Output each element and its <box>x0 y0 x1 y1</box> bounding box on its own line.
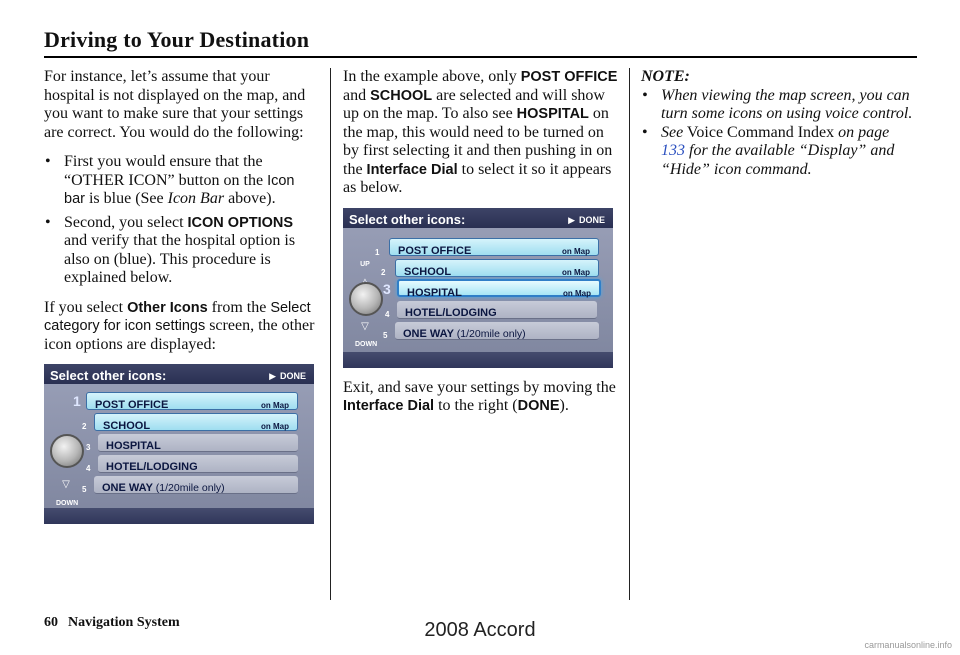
row-number: 1 <box>73 393 81 409</box>
list-item-school[interactable]: SCHOOL on Map <box>395 259 599 277</box>
column-middle <box>343 68 618 416</box>
example-paragraph: In the example above, only POST OFFICE and SCHOOL are selected and will show up on the map. To also see HOSPITAL on the map, this would need to be turned on by first selecting it and then pushing in on the Interface Dial to select it so it appears as below. <box>343 68 618 196</box>
on-map-badge: on Map <box>261 422 289 431</box>
list-item-one-way[interactable]: ONE WAY (1/20mile only) <box>395 322 599 340</box>
row-number: 2 <box>82 422 87 431</box>
exit-paragraph: Exit, and save your settings by moving the Interface Dial to the right (DONE). <box>343 378 616 414</box>
on-map-badge: on Map <box>261 401 289 410</box>
list-item-post-office[interactable]: POST OFFICE on Map <box>86 392 298 410</box>
row-number: 4 <box>86 464 91 473</box>
title-rule <box>44 56 917 58</box>
on-map-badge: on Map <box>563 288 591 298</box>
other-icons-paragraph: If you select Other Icons from the Select category for icon settings screen, the other icon options are displayed: <box>44 298 315 353</box>
list-item-hotel-lodging[interactable]: HOTEL/LODGING <box>397 301 597 319</box>
list-item-hospital[interactable]: HOSPITAL on Map <box>397 279 601 297</box>
down-indicator: ▽ DOWN <box>355 318 375 355</box>
screen-title: Select other icons: <box>44 364 314 384</box>
list-item-one-way[interactable]: ONE WAY (1/20mile only) <box>94 476 298 494</box>
list-item-post-office[interactable]: POST OFFICE on Map <box>389 238 599 256</box>
screen-footer-bar <box>44 508 314 524</box>
row-number: 3 <box>383 280 391 297</box>
column-right <box>641 68 916 179</box>
intro-paragraph: For instance, let’s assume that your hospital is not displayed on the map, and you want to make sure that your settings are correct. You would do the following: <box>44 68 306 141</box>
done-button[interactable]: ▶ DONE <box>269 371 306 381</box>
note-item: • When viewing the map screen, you can turn some icons on using voice control. <box>642 86 913 122</box>
model-label: 2008 Accord <box>424 619 536 641</box>
nav-screen-other-icons-after <box>343 208 613 368</box>
done-button[interactable]: ▶ DONE <box>568 214 605 225</box>
list-item-school[interactable]: SCHOOL on Map <box>94 413 298 431</box>
column-divider <box>629 68 630 600</box>
down-indicator: ▽ DOWN <box>56 476 76 513</box>
row-number: 4 <box>385 309 390 319</box>
column-left <box>44 68 319 524</box>
row-number: 2 <box>381 267 386 277</box>
row-number: 1 <box>375 247 380 257</box>
triangle-down-icon: ▽ <box>361 320 369 332</box>
up-indicator: UP <box>355 256 375 293</box>
interface-dial-icon[interactable] <box>50 434 84 468</box>
note-item: • See Voice Command Index on page 133 for the available “Display” and “Hide” icon command. <box>642 123 895 178</box>
page-link[interactable]: 133 <box>661 142 685 159</box>
play-icon: ▶ <box>568 214 575 225</box>
interface-dial-icon[interactable] <box>349 282 383 316</box>
on-map-badge: on Map <box>562 246 590 256</box>
note-label: NOTE: <box>641 68 690 85</box>
bullet-item: • First you would ensure that the “OTHER ICON” button on the Icon bar is blue (See Icon Bar above). <box>45 153 295 207</box>
screen-footer-bar <box>343 352 613 368</box>
row-number: 5 <box>82 485 87 494</box>
bullet-item: • Second, you select ICON OPTIONS and verify that the hospital option is also on (blue). This procedure is explained below. <box>45 213 296 286</box>
triangle-down-icon: ▽ <box>62 479 70 490</box>
on-map-badge: on Map <box>562 267 590 277</box>
watermark: carmanualsonline.info <box>864 640 952 650</box>
list-item-hospital[interactable]: HOSPITAL <box>98 434 298 452</box>
column-divider <box>330 68 331 600</box>
screen-title: Select other icons: <box>343 208 613 228</box>
row-number: 3 <box>86 443 91 452</box>
nav-screen-other-icons-before <box>44 364 314 524</box>
row-number: 5 <box>383 330 388 340</box>
play-icon: ▶ <box>269 371 276 381</box>
page-number: 60 <box>44 615 58 630</box>
page-title: Driving to Your Destination <box>44 27 310 52</box>
section-name: Navigation System <box>68 615 180 630</box>
list-item-hotel-lodging[interactable]: HOTEL/LODGING <box>98 455 298 473</box>
